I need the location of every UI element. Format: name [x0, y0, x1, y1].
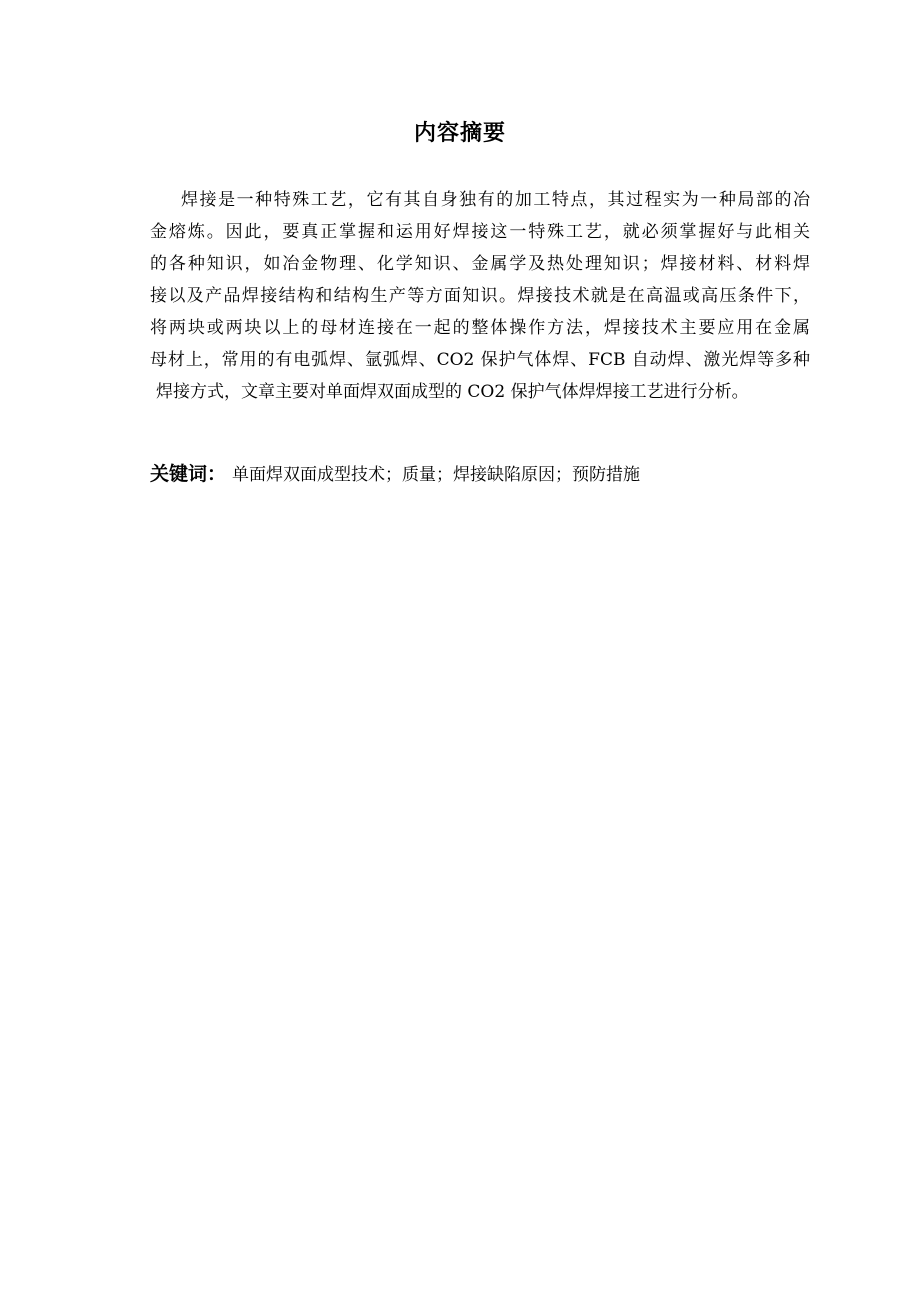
abstract-line: 母材上，常用的有电弧焊、氩弧焊、CO2 保护气体焊、FCB 自动焊、激光焊等多种 [150, 350, 810, 370]
abstract-line: 焊接是一种特殊工艺，它有其自身独有的加工特点，其过程实为一种局部的冶 [181, 190, 810, 210]
abstract-line: 金熔炼。因此，要真正掌握和运用好焊接这一特殊工艺，就必须掌握好与此相关 [150, 222, 810, 242]
abstract-line: 焊接方式，文章主要对单面焊双面成型的 CO2 保护气体焊焊接工艺进行分析。 [156, 382, 749, 402]
abstract-line: 接以及产品焊接结构和结构生产等方面知识。焊接技术就是在高温或高压条件下， [150, 286, 810, 306]
page-title: 内容摘要 [413, 121, 506, 146]
keywords-label: 关键词： [150, 463, 227, 485]
abstract-line: 的各种知识，如冶金物理、化学知识、金属学及热处理知识；焊接材料、材料焊 [150, 254, 810, 274]
abstract-paragraph [150, 184, 810, 408]
keywords-row [150, 458, 810, 491]
keywords-text: 单面焊双面成型技术；质量；焊接缺陷原因；预防措施 [232, 465, 641, 485]
abstract-line: 将两块或两块以上的母材连接在一起的整体操作方法，焊接技术主要应用在金属 [150, 318, 810, 338]
